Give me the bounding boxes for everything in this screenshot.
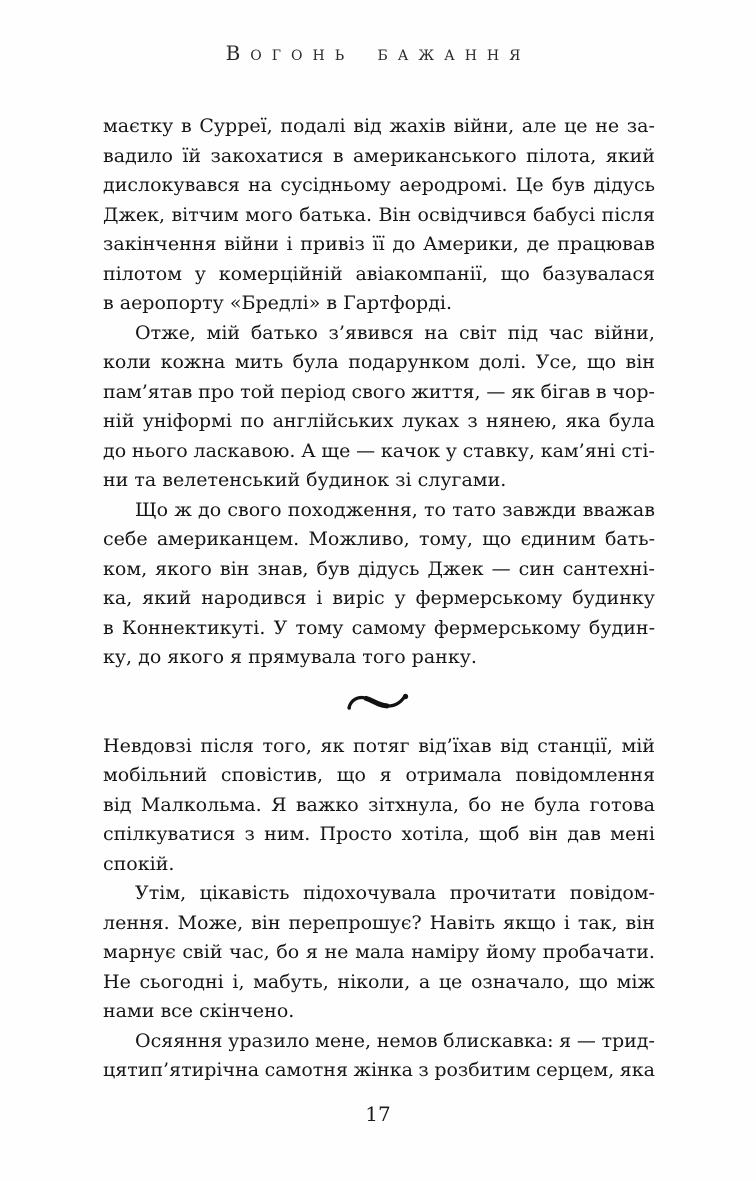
text-line: Невдовзі після того, як потяг від’їхав від станції, мій [103,734,655,757]
text-line: пілотом у комерційній авіакомпанії, що базувалася [103,262,655,285]
paragraph [103,1027,655,1086]
text-line: ку, до якого я прямувала того ранку. [103,646,477,668]
text-line: в аеропорту «Бредлі» в Гартфорді. [103,292,453,314]
text-line: Утім, цікавість підохочувала прочитати повідом- [135,882,655,904]
text-line: мобільний сповістив, що я отримала повідомлення [103,764,655,786]
text-line: Не сьогодні і, мабуть, ніколи, а це означало, що між [103,970,655,993]
running-header: Вогонь бажання [225,41,531,65]
text-line: Що ж до свого походження, то тато завжди вважав [135,498,655,521]
text-line: лення. Може, він перепрошує? Навіть якщо і так, він [103,911,655,934]
paragraph [103,732,655,880]
text-line: Осяяння уразило мене, немов блискавка: я — трид- [135,1029,655,1052]
text-line: Джек, вітчим мого батька. Він освідчився бабусі після [103,203,655,226]
text-line: Отже, мій батько з’явився на світ під час війни, [135,321,655,344]
section-divider [103,673,655,732]
text-line: ком, якого він знав, був дідусь Джек — син сантехні- [103,557,655,580]
text-line: нами все скінчено. [103,1000,295,1022]
text-line: ка, який народився і виріс у фермерському будинку [103,587,655,609]
text-block [103,112,655,1086]
tilde-ornament [346,691,412,713]
paragraph [103,319,655,496]
text-line: вадило їй закохатися в американського пілота, який [103,144,655,167]
text-line: маєтку в Сурреї, подалі від жахів війни, але це не за- [103,115,655,137]
text-line: пам’ятав про той період свого життя, — як бігав в чор- [103,380,655,403]
text-line: в Коннектикуті. У тому самому фермерському будин- [103,616,655,639]
text-line: до нього ласкавою. А ще — качок у ставку, кам’яні сті- [103,439,655,462]
text-line: марнує свій час, бо я не мала наміру йому пробачати. [103,941,655,963]
text-line: ни та велетенський будинок зі слугами. [103,469,507,491]
text-line: спокій. [103,852,175,875]
paragraph [103,879,655,1027]
paragraph [103,112,655,319]
text-line: закінчення війни і привіз її до Америки, де працював [103,233,655,255]
text-line: коли кожна мить була подарунком долі. Усе, що він [103,351,655,373]
text-line: ній уніформі по англійських луках з нянею, яка була [103,410,655,432]
text-line: себе американцем. Можливо, тому, що єдиним бать- [103,528,655,550]
text-line: від Малкольма. Я важко зітхнула, бо не була готова [103,793,655,816]
text-line: цятип’ятирічна самотня жінка з розбитим серцем, яка [103,1059,655,1081]
paragraph [103,496,655,673]
page-number: 17 [365,1102,391,1126]
text-line: дислокувався на сусідньому аеродромі. Це був дідусь [103,174,655,196]
text-line: спілкуватися з ним. Просто хотіла, щоб він дав мені [103,823,655,845]
